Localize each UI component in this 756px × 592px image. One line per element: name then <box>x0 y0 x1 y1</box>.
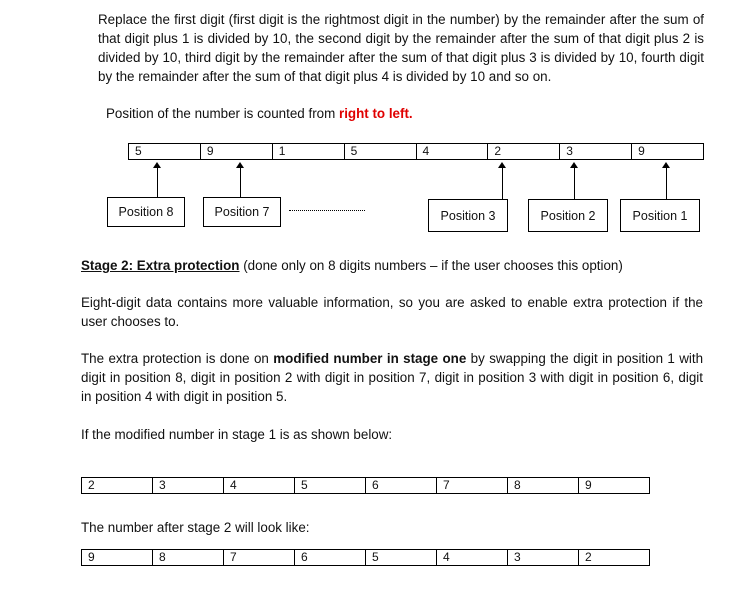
position-box: Position 1 <box>620 199 700 232</box>
digit-cell: 8 <box>152 550 223 565</box>
digit-cell: 7 <box>436 478 507 493</box>
stage2-subtitle: (done only on 8 digits numbers – if the user chooses this option) <box>239 258 623 273</box>
digit-row-top <box>128 143 704 160</box>
para2-post: by swapping the digit in position 1 with digit in position 8, digit in position 2 with digit in position 7, digit in position 3 with digit in position 6, digit in position 4 with digit in position 5. <box>81 351 704 404</box>
position-note-highlight: right to left. <box>338 106 413 121</box>
para2-pre: The extra protection is done on <box>81 351 274 366</box>
digit-cell: 5 <box>135 144 142 158</box>
stage2-para2 <box>81 349 703 406</box>
stage2-para3: If the modified number in stage 1 is as shown below: <box>81 427 393 442</box>
arrow-line <box>157 167 158 197</box>
digit-cell: 5 <box>344 144 416 159</box>
digit-cell: 2 <box>88 478 95 492</box>
digit-cell: 5 <box>365 550 436 565</box>
arrow-line <box>502 167 503 199</box>
position-box: Position 3 <box>428 199 508 232</box>
digit-cell: 8 <box>507 478 578 493</box>
digit-cell: 9 <box>578 478 649 493</box>
stage2-title: Stage 2: Extra protection <box>81 258 240 273</box>
intro-paragraph: Replace the first digit (first digit is the rightmost digit in the number) by the remainder after the sum of that digit plus 1 is divided by 10, the second digit by the remainder after the sum of that digit plus 2 is divided by 10, third digit by the remainder after the sum of that digit plus 3 is divided by 10, fourth digit by the remainder after the sum of that digit plus 4 is divided by 10 and so on. <box>98 12 704 84</box>
digit-cell: 9 <box>631 144 703 159</box>
stage2-para1: Eight-digit data contains more valuable information, so you are asked to enable extra protection if the user chooses to. <box>81 295 703 329</box>
digit-cell: 6 <box>365 478 436 493</box>
digit-row-stage2 <box>81 549 650 566</box>
digit-cell: 4 <box>436 550 507 565</box>
digit-cell: 9 <box>200 144 272 159</box>
digit-cell: 5 <box>294 478 365 493</box>
digit-cell: 1 <box>272 144 344 159</box>
position-box: Position 8 <box>107 197 185 227</box>
position-note-text: Position of the number is counted from <box>106 106 339 121</box>
arrow-line <box>240 167 241 197</box>
arrow-line <box>574 167 575 199</box>
stage2-heading <box>81 256 721 275</box>
digit-cell: 4 <box>223 478 294 493</box>
digit-row-stage1 <box>81 477 650 494</box>
digit-cell: 2 <box>487 144 559 159</box>
para2-bold: modified number in stage one <box>273 351 467 366</box>
stage2-para4: The number after stage 2 will look like: <box>81 520 310 535</box>
digit-cell: 4 <box>416 144 488 159</box>
digit-cell: 6 <box>294 550 365 565</box>
digit-cell: 3 <box>152 478 223 493</box>
digit-cell: 3 <box>559 144 631 159</box>
position-box: Position 2 <box>528 199 608 232</box>
digit-cell: 2 <box>578 550 649 565</box>
digit-cell: 7 <box>223 550 294 565</box>
arrow-line <box>666 167 667 199</box>
ellipsis-dots <box>289 210 365 211</box>
position-box: Position 7 <box>203 197 281 227</box>
digit-cell: 9 <box>88 550 95 564</box>
digit-cell: 3 <box>507 550 578 565</box>
position-note <box>106 104 413 123</box>
